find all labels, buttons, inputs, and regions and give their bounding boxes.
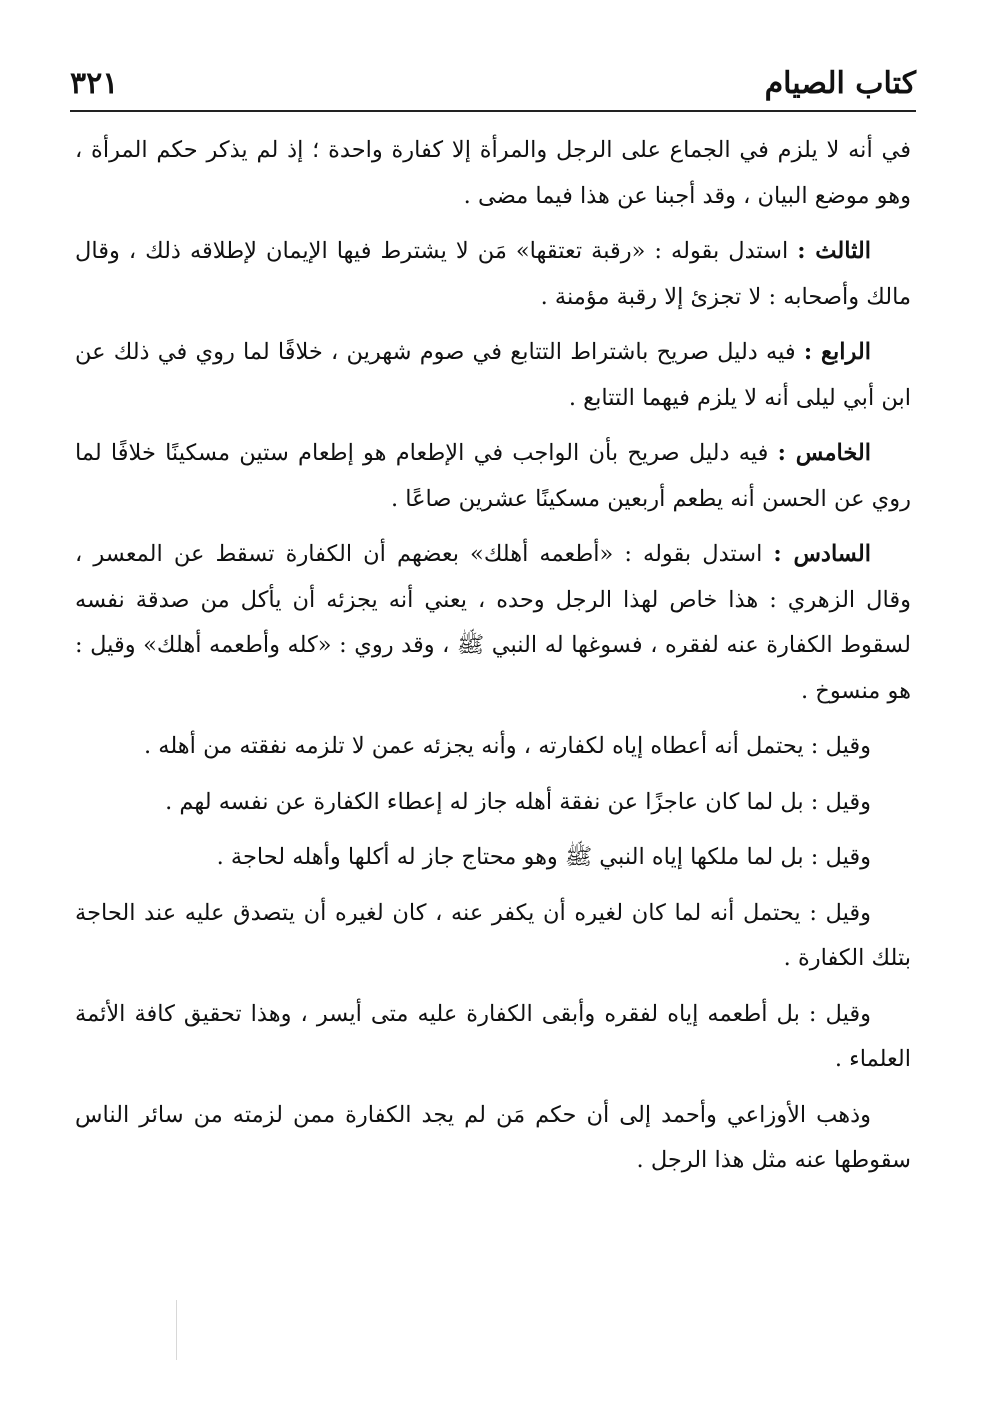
paragraph-text: وقيل : بل لما ملكها إياه النبي ﷺ وهو محتاج جاز له أكلها وأهله لحاجة . [216,844,871,870]
paragraph-text: وذهب الأوزاعي وأحمد إلى أن حكم مَن لم يجد الكفارة ممن لزمته من سائر الناس سقوطها عنه مثل هذا الرجل . [75,1101,911,1173]
paragraph-text: استدل بقوله : «رقبة تعتقها» مَن لا يشترط فيها الإيمان لإطلاقه ذلك ، وقال مالك وأصحابه : لا تجزئ إلا رقبة مؤمنة . [75,238,911,310]
page-body [75,128,911,1194]
paragraph [75,891,911,982]
paragraph [75,780,911,826]
paragraph [75,1093,911,1184]
paragraph-lead: الرابع : [803,339,871,365]
paragraph-text: وقيل : بل أطعمه إياه لفقره وأبقى الكفارة عليه متى أيسر ، وهذا تحقيق كافة الأئمة العلماء . [75,1000,911,1072]
paragraph [75,431,911,522]
paragraph-text: فيه دليل صريح باشتراط التتابع في صوم شهرين ، خلافًا لما روي في ذلك عن ابن أبي ليلى أنه لا يلزم فيهما التتابع . [75,339,911,411]
paragraph-text: وقيل : يحتمل أنه لما كان لغيره أن يكفر عنه ، كان لغيره أن يتصدق عليه عند الحاجة بتلك الكفارة . [75,899,911,971]
paragraph [75,330,911,421]
paragraph [75,992,911,1083]
paragraph [75,835,911,881]
paragraph-text: وقيل : بل لما كان عاجزًا عن نفقة أهله جاز له إعطاء الكفارة عن نفسه لهم . [165,788,871,815]
page-header [70,60,916,112]
paragraph-lead: الثالث : [797,238,871,264]
paragraph-lead: السادس : [773,541,871,567]
paragraph [75,128,911,219]
paragraph-lead: الخامس : [777,440,871,466]
paragraph-text: وقيل : يحتمل أنه أعطاه إياه لكفارته ، وأنه يجزئه عمن لا تلزمه نفقته من أهله . [143,733,871,759]
paragraph-text: في أنه لا يلزم في الجماع على الرجل والمرأة إلا كفارة واحدة ؛ إذ لم يذكر حكم المرأة ، وهو موضع البيان ، وقد أجبنا عن هذا فيما مضى . [75,137,911,209]
paragraph-text: فيه دليل صريح بأن الواجب في الإطعام هو إطعام ستين مسكينًا خلافًا لما روي عن الحسن أنه يطعم أربعين مسكينًا عشرين صاعًا . [75,440,911,512]
paragraph [75,532,911,714]
running-title: كتاب الصيام [764,66,916,101]
paragraph [75,724,911,770]
paragraph-text: استدل بقوله : «أطعمه أهلك» بعضهم أن الكفارة تسقط عن المعسر ، وقال الزهري : هذا خاص لهذا الرجل وحده ، يعني أنه يجزئه أن يأكل من صدقة نفسه لسقوط الكفارة عنه لفقره ، فسوغها له النبي ﷺ ، وقد روي : «كله وأطعمه أهلك» وقيل : هو منسوخ . [75,541,911,704]
page-number: ٣٢١ [70,66,119,101]
paragraph [75,229,911,320]
scan-artifact-line [176,1300,177,1360]
